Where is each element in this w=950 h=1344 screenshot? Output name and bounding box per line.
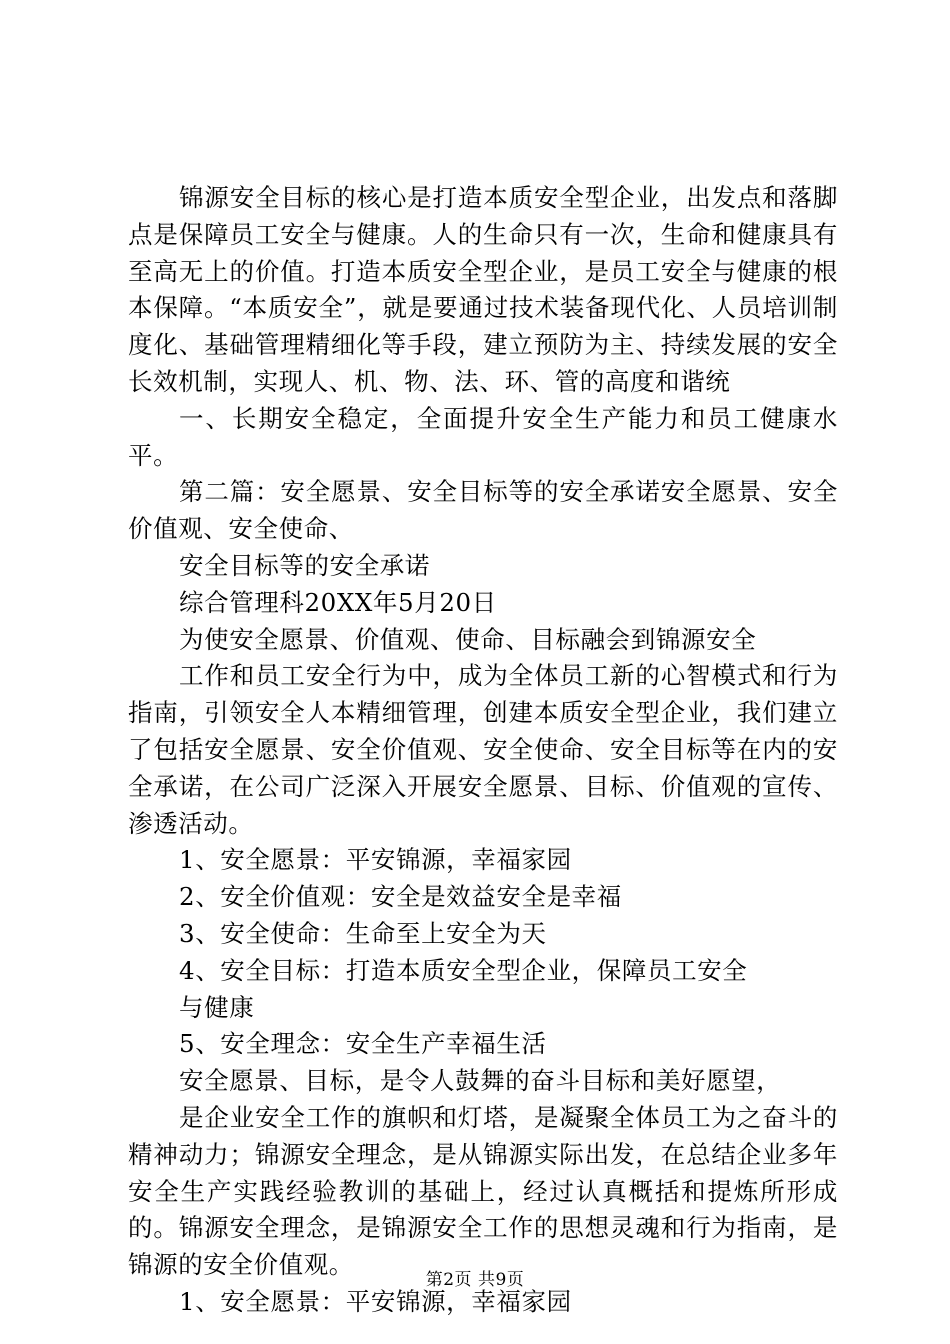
paragraph-safety-core: 锦源安全目标的核心是打造本质安全型企业，出发点和落脚点是保障员工安全与健康。人的生命只有一次，生命和健康具有至高无上的价值。打造本质安全型企业，是员工安全与健康的根本保障。“本质安全”，就是要通过技术装备现代化、人员培训制度化、基础管理精细化等手段，建立预防为主、持续发展的安全长效机制，实现人、机、物、法、环、管的高度和谐统 xyxy=(128,183,838,396)
list-item-goal: 4、安全目标：打造本质安全型企业，保障员工安全 xyxy=(179,955,748,985)
page-footer: 第2页 共9页 xyxy=(425,1270,525,1290)
paragraph-vision-intro: 安全愿景、目标，是令人鼓舞的奋斗目标和美好愿望， xyxy=(179,1066,782,1096)
paragraph-vision-body: 是企业安全工作的旗帜和灯塔，是凝聚全体员工为之奋斗的精神动力；锦源安全理念，是从锦源实际出发，在总结企业多年安全生产实践经验教训的基础上，经过认真概括和提炼所形成的。锦源安全理念，是锦源安全工作的思想灵魂和行为指南，是锦源的安全价值观。 xyxy=(128,1102,838,1280)
paragraph-intro-body: 工作和员工安全行为中，成为全体员工新的心智模式和行为指南，引领安全人本精细管理，创建本质安全型企业，我们建立了包括安全愿景、安全价值观、安全使命、安全目标等在内的安全承诺，在公司广泛深入开展安全愿景、目标、价值观的宣传、渗透活动。 xyxy=(128,661,838,838)
list-item-values: 2、安全价值观：安全是效益安全是幸福 xyxy=(179,882,622,912)
paragraph-intro-line: 为使安全愿景、价值观、使命、目标融会到锦源安全 xyxy=(179,624,757,654)
document-body xyxy=(128,180,838,1321)
list-item-vision-repeat: 1、安全愿景：平安锦源，幸福家园 xyxy=(179,1286,572,1316)
paragraph-long-term-safety: 一、长期安全稳定，全面提升安全生产能力和员工健康水平。 xyxy=(128,403,838,470)
paragraph-department-date: 综合管理科20XX年5月20日 xyxy=(179,587,497,617)
list-item-philosophy: 5、安全理念：安全生产幸福生活 xyxy=(179,1029,547,1059)
list-item-mission: 3、安全使命：生命至上安全为天 xyxy=(179,918,547,948)
list-item-goal-continued: 与健康 xyxy=(179,992,255,1022)
list-item-vision: 1、安全愿景：平安锦源，幸福家园 xyxy=(179,845,572,875)
paragraph-chapter-two-title: 第二篇：安全愿景、安全目标等的安全承诺安全愿景、安全价值观、安全使命、 xyxy=(128,477,838,544)
paragraph-commitment-title: 安全目标等的安全承诺 xyxy=(179,550,430,580)
